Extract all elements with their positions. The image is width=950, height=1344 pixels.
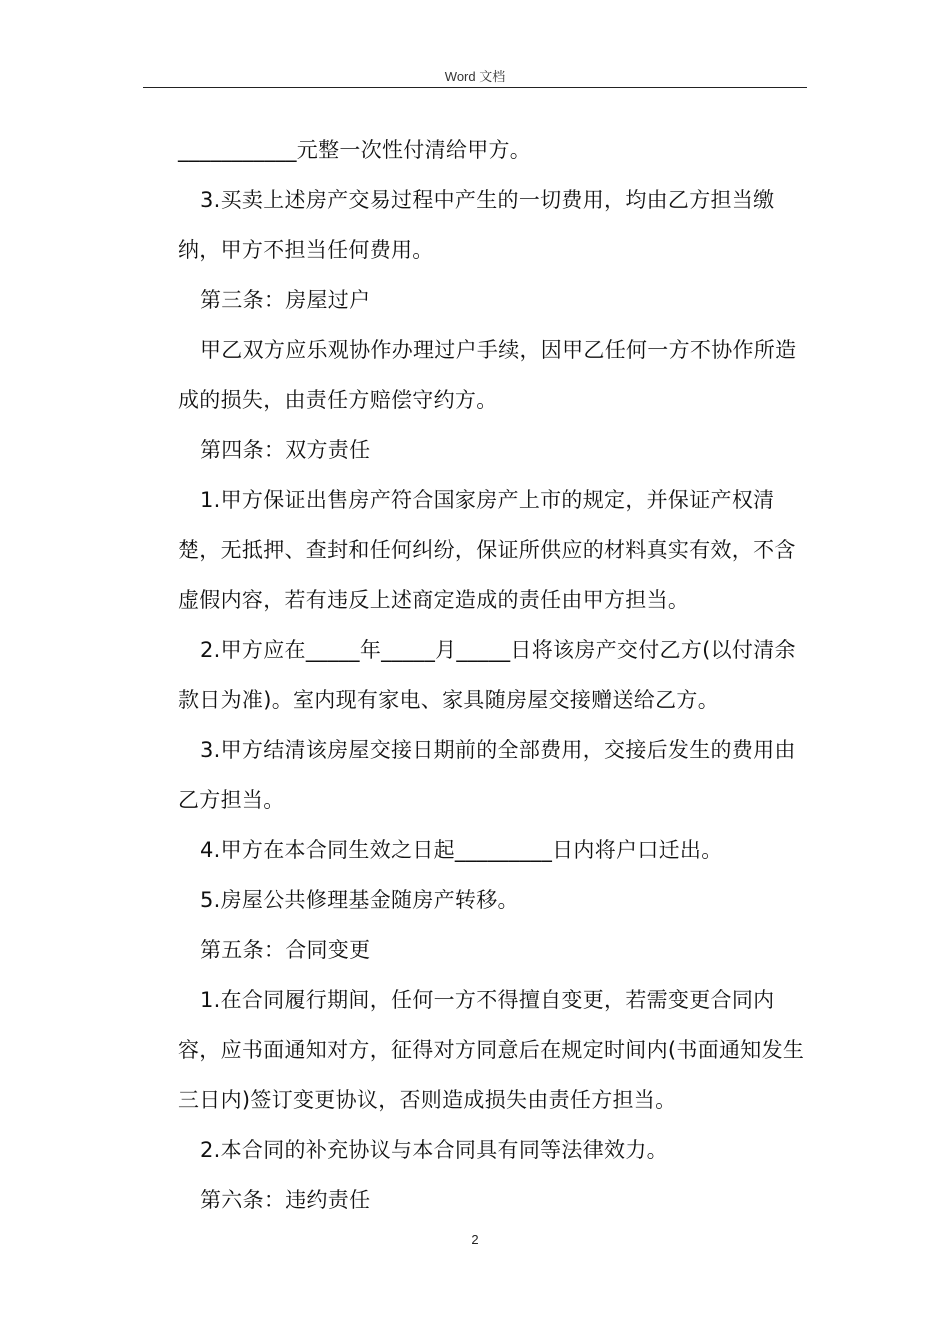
paragraph-fees: 3.买卖上述房产交易过程中产生的一切费用，均由乙方担当缴纳，甲方不担当任何费用。 — [178, 188, 775, 262]
section-heading-article-4: 第四条：双方责任 — [200, 438, 371, 462]
paragraph-payment-line: ___________元整一次性付清给甲方。 — [178, 138, 532, 162]
paragraph-change-2: 2.本合同的补充协议与本合同具有同等法律效力。 — [200, 1138, 668, 1162]
paragraph-responsibility-2: 2.甲方应在_____年_____月_____日将该房产交付乙方(以付清余款日为准)。室内现有家电、家具随房屋交接赠送给乙方。 — [178, 638, 796, 712]
paragraph-responsibility-3: 3.甲方结清该房屋交接日期前的全部费用，交接后发生的费用由乙方担当。 — [178, 738, 796, 812]
paragraph-change-1: 1.在合同履行期间，任何一方不得擅自变更，若需变更合同内容，应书面通知对方，征得对方同意后在规定时间内(书面通知发生三日内)签订变更协议，否则造成损失由责任方担当。 — [178, 988, 805, 1112]
paragraph-responsibility-5: 5.房屋公共修理基金随房产转移。 — [200, 888, 519, 912]
section-heading-article-5: 第五条：合同变更 — [200, 938, 371, 962]
paragraph-responsibility-1: 1.甲方保证出售房产符合国家房产上市的规定，并保证产权清楚，无抵押、查封和任何纠纷，保证所供应的材料真实有效，不含虚假内容，若有违反上述商定造成的责任由甲方担当。 — [178, 488, 796, 612]
header-divider — [143, 87, 807, 88]
paragraph-transfer: 甲乙双方应乐观协作办理过户手续，因甲乙任何一方不协作所造成的损失，由责任方赔偿守约方。 — [178, 338, 797, 412]
page-header: Word 文档 — [444, 69, 506, 84]
document-body — [178, 125, 808, 1225]
section-heading-article-6: 第六条：违约责任 — [200, 1188, 371, 1212]
paragraph-responsibility-4: 4.甲方在本合同生效之日起_________日内将户口迁出。 — [200, 838, 723, 862]
page-number: 2 — [471, 1232, 479, 1247]
section-heading-article-3: 第三条：房屋过户 — [200, 288, 371, 312]
